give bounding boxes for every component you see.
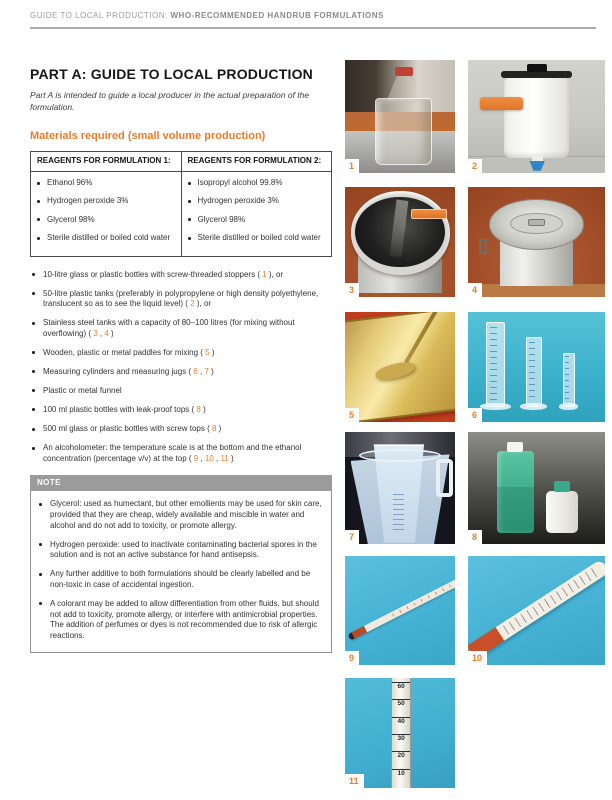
reagent-item: Ethanol 96% xyxy=(37,178,175,188)
reagents-table-body-row xyxy=(31,172,332,257)
reagent-item: Sterile distilled or boiled cold water xyxy=(188,233,326,243)
figure-ref-number: 3 xyxy=(93,328,98,338)
note-list xyxy=(39,499,323,642)
jug-rim xyxy=(359,449,440,462)
measuring-cylinder-small xyxy=(563,353,575,407)
materials-list-item: Measuring cylinders and measuring jugs ( 6 , 7 ) xyxy=(32,367,336,378)
materials-list-item: 100 ml plastic bottles with leak-proof tops ( 8 ) xyxy=(32,405,336,416)
graduation-marks xyxy=(565,356,569,403)
bullet-icon xyxy=(37,200,40,203)
photo-number-badge: 6 xyxy=(468,408,482,422)
bullet-icon xyxy=(32,351,35,354)
reagents-col1-cell xyxy=(31,172,182,257)
cylinder-base xyxy=(559,403,578,410)
photo-plastic-bottles xyxy=(468,432,605,544)
materials-list-item: An alcoholometer: the temperature scale is at the bottom and the ethanol concentration (percentage v/v) at the top ( 9 , 10 , 11 ) xyxy=(32,443,336,464)
reagent-item: Glycerol 98% xyxy=(37,215,175,225)
figure-references: ( 3 , 4 ) xyxy=(86,328,114,338)
bullet-icon xyxy=(39,573,42,576)
green-cap xyxy=(554,481,570,492)
jug-handle xyxy=(436,459,453,497)
reagents-table-header-row xyxy=(31,151,332,171)
reagent-item: Hydrogen peroxide 3% xyxy=(188,196,326,206)
note-list-item: Glycerol: used as humectant, but other emollients may be used for skin care, provided that they are cheap, widely available and miscible in water and alcohol and do not add to toxicity, or promote allergy. xyxy=(39,499,323,531)
photo-mixing-paddle xyxy=(345,312,455,422)
scale-label: 60 xyxy=(392,682,410,699)
bullet-icon xyxy=(32,389,35,392)
orange-label-sticker xyxy=(411,209,447,219)
materials-list xyxy=(30,270,336,465)
scale-label: 10 xyxy=(392,769,410,786)
lid-handle-slot xyxy=(528,219,544,226)
figure-ref-number: 10 xyxy=(204,453,214,463)
photo-steel-tank-open xyxy=(345,187,455,297)
bullet-icon xyxy=(188,237,191,240)
bullet-icon xyxy=(32,322,35,325)
materials-list-item: 500 ml glass or plastic bottles with screw tops ( 8 ) xyxy=(32,424,336,435)
photo-number-badge: 11 xyxy=(345,774,364,788)
photo-number-badge: 7 xyxy=(345,530,359,544)
figure-references: ( 1 ), or xyxy=(255,269,284,279)
photo-alcoholometer xyxy=(345,556,455,665)
figure-ref-number: 7 xyxy=(204,366,209,376)
reagents-col2-list xyxy=(188,178,326,244)
reagent-item: Isopropyl alcohol 99.8% xyxy=(188,178,326,188)
scale-label: 40 xyxy=(392,717,410,734)
figure-references: ( 8 ) xyxy=(204,424,222,433)
bottle-cap xyxy=(395,67,414,76)
running-header-eyebrow: GUIDE TO LOCAL PRODUCTION: xyxy=(30,11,171,20)
photo-number-badge: 5 xyxy=(345,408,359,422)
measuring-cylinder-medium xyxy=(526,337,542,406)
header-rule xyxy=(30,27,596,29)
photo-background xyxy=(468,432,605,544)
figure-references: ( 8 ) xyxy=(189,404,206,414)
figure-references: ( 9 , 10 , 11 ) xyxy=(186,453,234,463)
materials-list-item: 10-litre glass or plastic bottles with screw-threaded stoppers ( 1 ), or xyxy=(32,270,336,281)
figure-ref-number: 8 xyxy=(211,424,217,433)
bullet-icon xyxy=(39,602,42,605)
liquid-level xyxy=(497,487,534,533)
reagents-col2-header: REAGENTS FOR FORMULATION 2: xyxy=(181,151,332,171)
photo-number-badge: 8 xyxy=(468,530,482,544)
orange-label-sticker xyxy=(480,97,522,109)
cylinder-base xyxy=(480,403,512,410)
bullet-icon xyxy=(32,273,35,276)
text-column xyxy=(30,60,336,653)
bullet-icon xyxy=(39,503,42,506)
figure-ref-number: 1 xyxy=(262,269,267,279)
bullet-icon xyxy=(37,218,40,221)
reagent-item: Hydrogen peroxide 3% xyxy=(37,196,175,206)
reagents-table xyxy=(30,151,332,257)
materials-list-item: Plastic or metal funnel xyxy=(32,386,336,397)
measuring-cylinder-large xyxy=(486,322,505,407)
scale-label: 30 xyxy=(392,734,410,751)
scale-label: 20 xyxy=(392,751,410,768)
photo-number-badge: 9 xyxy=(345,651,359,665)
photo-number-badge: 10 xyxy=(468,651,487,665)
photo-number-badge: 1 xyxy=(345,159,359,173)
photo-number-badge: 4 xyxy=(468,283,482,297)
white-cap xyxy=(507,442,523,452)
side-handle xyxy=(479,239,487,254)
bullet-icon xyxy=(32,428,35,431)
bullet-icon xyxy=(32,292,35,295)
part-title: PART A: GUIDE TO LOCAL PRODUCTION xyxy=(30,66,313,82)
bullet-icon xyxy=(37,237,40,240)
figure-references: ( 2 ), or xyxy=(183,299,212,309)
graduation-marks xyxy=(393,494,404,534)
bullet-icon xyxy=(37,182,40,185)
bullet-icon xyxy=(188,182,191,185)
figure-ref-number: 5 xyxy=(205,347,210,357)
running-header xyxy=(30,11,384,20)
cylinder-base xyxy=(520,403,547,410)
reagent-item: Glycerol 98% xyxy=(188,215,326,225)
figure-ref-number: 4 xyxy=(104,328,109,338)
photo-alcoholometer-scale xyxy=(345,678,455,788)
tank-body xyxy=(504,77,570,158)
materials-list-item: Stainless steel tanks with a capacity of 80–100 litres (for mixing without overflowing) ( 3 , 4 ) xyxy=(32,318,336,339)
materials-heading: Materials required (small volume production) xyxy=(30,129,266,142)
photo-number-badge: 3 xyxy=(345,283,359,297)
reagent-item: Sterile distilled or boiled cold water xyxy=(37,233,175,243)
graduation-marks xyxy=(529,342,535,403)
photo-alcoholometer-closeup xyxy=(468,556,605,665)
photo-glass-bottle xyxy=(345,60,455,173)
reagents-col1-list xyxy=(37,178,175,244)
note-box xyxy=(30,475,332,653)
figure-ref-number: 8 xyxy=(196,404,201,414)
photo-measuring-cylinders xyxy=(468,312,605,422)
bottle-body xyxy=(375,98,432,165)
photo-plastic-tank xyxy=(468,60,605,173)
note-body xyxy=(30,491,332,653)
materials-list-item: Wooden, plastic or metal paddles for mixing ( 5 ) xyxy=(32,348,336,359)
figure-ref-number: 11 xyxy=(220,453,229,463)
note-title: NOTE xyxy=(30,475,332,491)
graduation-marks xyxy=(490,327,497,401)
green-bottle xyxy=(497,451,534,533)
scale-strip xyxy=(391,678,411,788)
figure-ref-number: 6 xyxy=(193,366,198,376)
bullet-icon xyxy=(32,408,35,411)
figure-references: ( 6 , 7 ) xyxy=(186,366,214,376)
figure-references: ( 5 ) xyxy=(198,347,215,357)
note-list-item: Any further additive to both formulations should be clearly labelled and be non-toxic in case of accidental ingestion. xyxy=(39,569,323,591)
tank-cap xyxy=(527,64,548,72)
photo-measuring-jugs xyxy=(345,432,455,544)
photo-number-badge: 2 xyxy=(468,159,482,173)
bullet-icon xyxy=(39,543,42,546)
photo-grid xyxy=(345,60,605,795)
figure-ref-number: 9 xyxy=(193,453,199,463)
bullet-icon xyxy=(188,200,191,203)
running-header-title: WHO-RECOMMENDED HANDRUB FORMULATIONS xyxy=(170,11,384,20)
bullet-icon xyxy=(32,447,35,450)
note-list-item: Hydrogen peroxide: used to inactivate contaminating bacterial spores in the solution and is not an active substance for hand antisepsis. xyxy=(39,540,323,562)
bullet-icon xyxy=(32,370,35,373)
note-list-item: A colorant may be added to allow differentiation from other fluids, but should not add to toxicity, promote allergy, or interfere with antimicrobial properties. The addition of perfumes or dyes is not recommended due to risk of allergic reactions. xyxy=(39,599,323,642)
reagents-col2-cell xyxy=(181,172,332,257)
intro-paragraph: Part A is intended to guide a local producer in the actual preparation of the formulation. xyxy=(30,90,310,113)
figure-ref-number: 2 xyxy=(190,299,195,309)
scale-label: 50 xyxy=(392,699,410,716)
white-bottle xyxy=(546,491,578,532)
materials-list-item: 50-litre plastic tanks (preferably in polypropylene or high density polyethylene, translucent so as to see the liquid level) ( 2 ), or xyxy=(32,289,336,310)
bullet-icon xyxy=(188,218,191,221)
photo-steel-tank-lid xyxy=(468,187,605,297)
reagents-col1-header: REAGENTS FOR FORMULATION 1: xyxy=(31,151,182,171)
